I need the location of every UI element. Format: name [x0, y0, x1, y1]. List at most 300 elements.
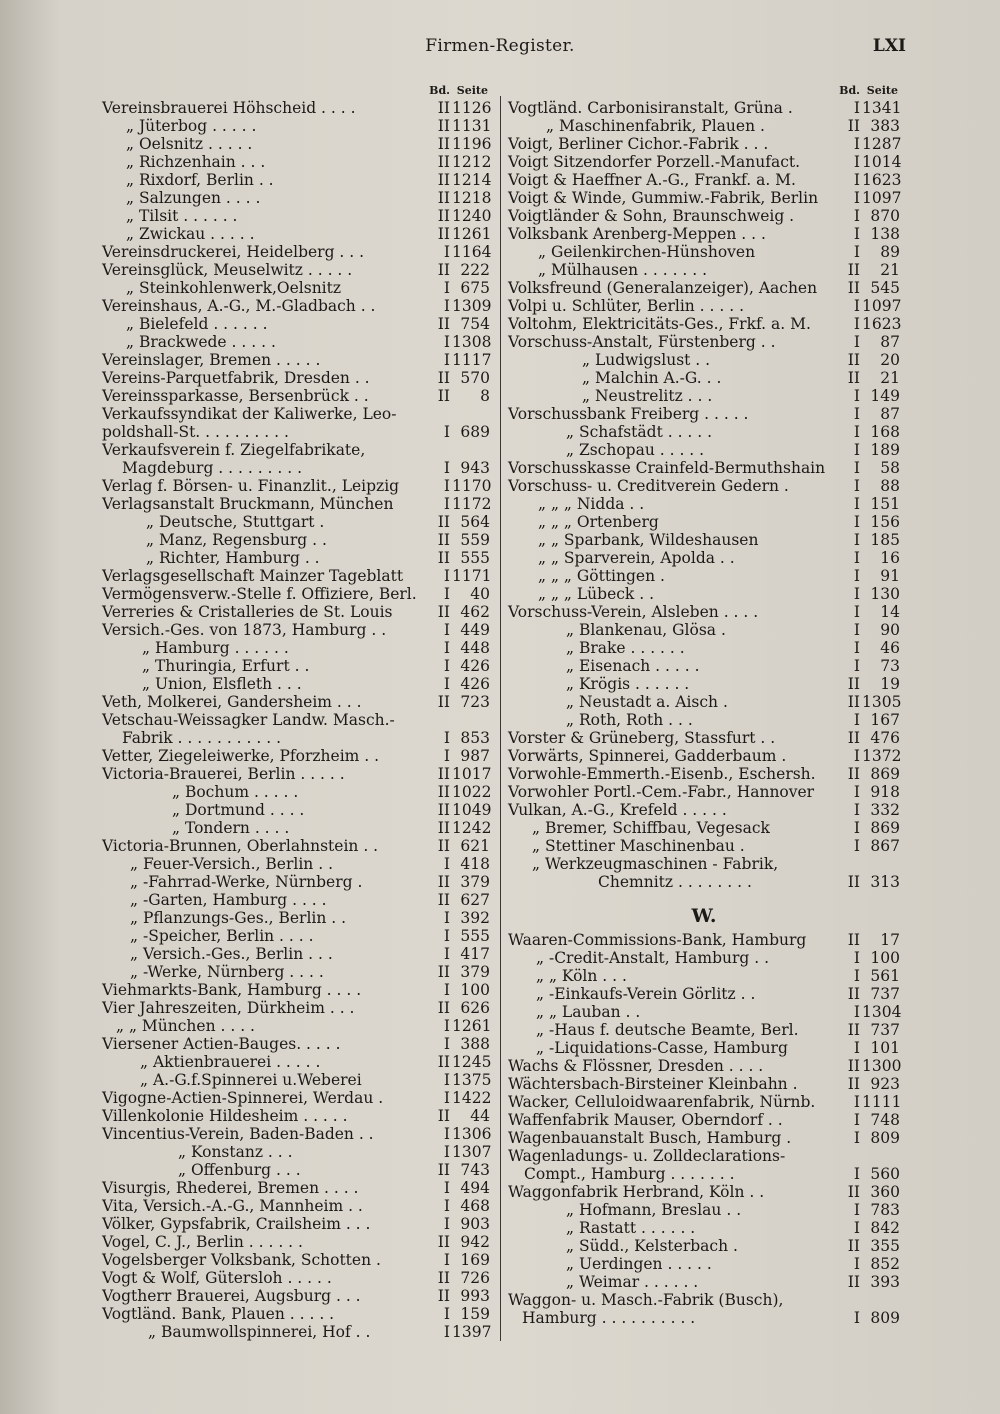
register-entry — [508, 1273, 900, 1291]
register-entry — [508, 315, 900, 333]
entry-name: Volksfreund (Generalanzeiger), Aachen — [508, 279, 818, 297]
register-entry — [508, 135, 900, 153]
entry-volume: I — [853, 603, 860, 621]
register-entry — [508, 657, 900, 675]
entry-name: Victoria-Brauerei, Berlin . . . . . — [102, 765, 345, 783]
entry-volume: I — [853, 783, 860, 801]
entry-name: Veth, Molkerei, Gandersheim . . . — [102, 693, 362, 711]
entry-page: 737 — [870, 985, 900, 1003]
entry-name: Vereinsdruckerei, Heidelberg . . . — [102, 243, 365, 261]
entry-name: „ Tondern . . . . — [172, 819, 290, 837]
entry-name: Voigt Sitzendorfer Porzell.-Manufact. — [508, 153, 801, 171]
register-entry — [508, 1147, 900, 1165]
entry-name: Vetschau-Weissagker Landw. Masch.- — [102, 711, 395, 729]
register-entry — [508, 1183, 900, 1201]
register-entry — [508, 1309, 900, 1327]
register-entry — [102, 1107, 490, 1125]
entry-page: 1261 — [452, 225, 492, 243]
entry-page: 726 — [460, 1269, 490, 1287]
entry-name: „ Stettiner Maschinenbau . — [532, 837, 745, 855]
entry-volume: I — [443, 351, 450, 369]
register-entry — [102, 135, 490, 153]
entry-page: 379 — [460, 963, 490, 981]
register-entry — [102, 657, 490, 675]
entry-page: 852 — [870, 1255, 900, 1273]
entry-volume: I — [443, 729, 450, 747]
register-entry — [102, 837, 490, 855]
entry-page: 1623 — [862, 171, 902, 189]
register-entry — [102, 423, 490, 441]
entry-volume: II — [847, 985, 860, 1003]
entry-name: Verkaufsverein f. Ziegelfabrikate, — [102, 441, 366, 459]
register-entry — [508, 1021, 900, 1039]
entry-name: Vereinssparkasse, Bersenbrück . . — [102, 387, 369, 405]
entry-page: 21 — [880, 369, 900, 387]
register-entry — [102, 333, 490, 351]
entry-name: Wachs & Flössner, Dresden . . . . — [508, 1057, 764, 1075]
entry-name: „ „ „ Ortenberg — [538, 513, 659, 531]
entry-volume: I — [853, 639, 860, 657]
entry-volume: II — [847, 675, 860, 693]
entry-volume: I — [443, 675, 450, 693]
register-entry — [508, 967, 900, 985]
entry-page: 1305 — [862, 693, 902, 711]
entry-name: Vorwärts, Spinnerei, Gadderbaum . — [508, 747, 787, 765]
entry-name: „ -Liquidations-Casse, Hamburg — [536, 1039, 788, 1057]
register-entry — [508, 1201, 900, 1219]
entry-name: Vogelsberger Volksbank, Schotten . — [102, 1251, 381, 1269]
entry-volume: I — [443, 909, 450, 927]
entry-name: „ Aktienbrauerei . . . . . — [140, 1053, 321, 1071]
entry-name: „ Offenburg . . . — [178, 1161, 301, 1179]
entry-page: 559 — [460, 531, 490, 549]
register-entry — [102, 369, 490, 387]
entry-page: 1212 — [452, 153, 492, 171]
entry-volume: II — [437, 1233, 450, 1251]
entry-page: 1022 — [452, 783, 492, 801]
register-entry — [508, 369, 900, 387]
entry-name: „ Konstanz . . . — [178, 1143, 293, 1161]
register-entry — [508, 855, 900, 873]
entry-volume: II — [847, 1021, 860, 1039]
entry-page: 564 — [460, 513, 490, 531]
register-entry — [508, 1165, 900, 1183]
register-entry — [508, 531, 900, 549]
entry-volume: II — [847, 1057, 860, 1075]
entry-name: Verlagsanstalt Bruckmann, München — [102, 495, 394, 513]
entry-volume: I — [443, 333, 450, 351]
entry-name: Wagenbauanstalt Busch, Hamburg . — [508, 1129, 792, 1147]
entry-volume: I — [853, 423, 860, 441]
entry-page: 1242 — [452, 819, 492, 837]
register-entry — [508, 837, 900, 855]
entry-volume: II — [437, 225, 450, 243]
entry-name: „ Hamburg . . . . . . — [142, 639, 289, 657]
entry-name: „ Krögis . . . . . . — [566, 675, 690, 693]
register-entry — [508, 675, 900, 693]
entry-name: Vorschusskasse Crainfeld-Bermuthshain — [508, 459, 826, 477]
entry-name: „ -Fahrrad-Werke, Nürnberg . — [130, 873, 363, 891]
register-entry — [102, 351, 490, 369]
entry-page: 138 — [870, 225, 900, 243]
entry-name: „ -Speicher, Berlin . . . . — [130, 927, 314, 945]
entry-volume: I — [853, 837, 860, 855]
entry-name: Vorwohler Portl.-Cem.-Fabr., Hannover — [508, 783, 815, 801]
entry-name: „ „ „ Göttingen . — [538, 567, 665, 585]
entry-volume: I — [853, 819, 860, 837]
register-entry — [508, 351, 900, 369]
entry-name: „ „ „ Lübeck . . — [538, 585, 655, 603]
entry-name: Vorschuss-Verein, Alsleben . . . . — [508, 603, 759, 621]
register-entry — [102, 999, 490, 1017]
entry-volume: I — [853, 387, 860, 405]
entry-page: 1375 — [452, 1071, 492, 1089]
register-entry — [102, 1251, 490, 1269]
entry-name: „ Eisenach . . . . . — [566, 657, 700, 675]
entry-page: 40 — [470, 585, 490, 603]
register-entry — [508, 189, 900, 207]
entry-name: „ „ Sparverein, Apolda . . — [538, 549, 735, 567]
entry-volume: I — [443, 1071, 450, 1089]
entry-name: „ Tilsit . . . . . . — [126, 207, 238, 225]
entry-volume: I — [443, 855, 450, 873]
entry-volume: II — [437, 1053, 450, 1071]
register-entry — [508, 513, 900, 531]
register-entry — [102, 711, 490, 729]
entry-page: 809 — [870, 1129, 900, 1147]
entry-name: Verkaufssyndikat der Kaliwerke, Leo- — [102, 405, 397, 423]
entry-name: Voigtländer & Sohn, Braunschweig . — [508, 207, 795, 225]
entry-volume: I — [853, 153, 860, 171]
entry-page: 1309 — [452, 297, 492, 315]
entry-page: 360 — [870, 1183, 900, 1201]
entry-volume: I — [853, 1255, 860, 1273]
entry-page: 943 — [460, 459, 490, 477]
entry-page: 1308 — [452, 333, 492, 351]
register-entry — [102, 1323, 490, 1341]
entry-volume: II — [437, 315, 450, 333]
entry-page: 737 — [870, 1021, 900, 1039]
entry-page: 1307 — [452, 1143, 492, 1161]
entry-name: „ Bielefeld . . . . . . — [126, 315, 268, 333]
entry-page: 723 — [460, 693, 490, 711]
entry-name: „ Geilenkirchen-Hünshoven — [538, 243, 756, 261]
entry-page: 16 — [880, 549, 900, 567]
entry-name: Chemnitz . . . . . . . . — [598, 873, 752, 891]
entry-volume: II — [437, 99, 450, 117]
entry-page: 417 — [460, 945, 490, 963]
entry-name: „ Deutsche, Stuttgart . — [146, 513, 325, 531]
entry-list — [508, 99, 900, 1327]
entry-page: 1171 — [452, 567, 492, 585]
register-entry — [102, 783, 490, 801]
entry-name: Vereinsglück, Meuselwitz . . . . . — [102, 261, 353, 279]
entry-name: „ Rixdorf, Berlin . . — [126, 171, 274, 189]
entry-volume: I — [853, 1309, 860, 1327]
entry-volume: I — [443, 927, 450, 945]
entry-volume: I — [853, 657, 860, 675]
entry-page: 1097 — [862, 297, 902, 315]
register-entry — [102, 243, 490, 261]
entry-page: 842 — [870, 1219, 900, 1237]
entry-name: „ Jüterbog . . . . . — [126, 117, 257, 135]
register-entry — [508, 1255, 900, 1273]
entry-name: „ Neustrelitz . . . — [582, 387, 713, 405]
entry-page: 462 — [460, 603, 490, 621]
entry-page: 1261 — [452, 1017, 492, 1035]
page-header: Seite — [456, 84, 488, 97]
entry-volume: I — [443, 1179, 450, 1197]
entry-volume: I — [853, 171, 860, 189]
entry-name: Compt., Hamburg . . . . . . . — [524, 1165, 735, 1183]
register-entry — [102, 693, 490, 711]
entry-page: 17 — [880, 931, 900, 949]
entry-name: „ A.-G.f.Spinnerei u.Weberei — [140, 1071, 362, 1089]
entry-page: 1306 — [452, 1125, 492, 1143]
entry-volume: II — [437, 135, 450, 153]
entry-name: Waggon- u. Masch.-Fabrik (Busch), — [508, 1291, 784, 1309]
register-entry — [508, 423, 900, 441]
entry-name: Vereinshaus, A.-G., M.-Gladbach . . — [102, 297, 376, 315]
entry-name: „ Pflanzungs-Ges., Berlin . . — [130, 909, 347, 927]
register-entry — [508, 585, 900, 603]
entry-name: „ Union, Elsfleth . . . — [142, 675, 302, 693]
entry-name: Vogel, C. J., Berlin . . . . . . — [102, 1233, 303, 1251]
entry-page: 383 — [870, 117, 900, 135]
register-entry — [102, 945, 490, 963]
register-entry — [102, 1143, 490, 1161]
entry-volume: II — [847, 1237, 860, 1255]
entry-name: „ Neustadt a. Aisch . — [566, 693, 728, 711]
entry-volume: I — [853, 1111, 860, 1129]
register-entry — [102, 891, 490, 909]
register-entry — [508, 747, 900, 765]
register-entry — [102, 1179, 490, 1197]
register-entry — [508, 603, 900, 621]
entry-volume: II — [847, 931, 860, 949]
entry-name: „ Steinkohlenwerk,Oelsnitz — [126, 279, 342, 297]
entry-page: 476 — [870, 729, 900, 747]
register-entry — [102, 801, 490, 819]
entry-volume: I — [443, 1305, 450, 1323]
entry-page: 156 — [870, 513, 900, 531]
entry-page: 332 — [870, 801, 900, 819]
entry-name: „ Südd., Kelsterbach . — [566, 1237, 738, 1255]
entry-page: 867 — [870, 837, 900, 855]
entry-volume: II — [437, 693, 450, 711]
entry-page: 448 — [460, 639, 490, 657]
entry-name: Vulkan, A.-G., Krefeld . . . . . — [508, 801, 727, 819]
entry-name: Magdeburg . . . . . . . . . — [122, 459, 303, 477]
entry-name: „ -Haus f. deutsche Beamte, Berl. — [536, 1021, 799, 1039]
register-entry — [508, 801, 900, 819]
entry-volume: II — [437, 117, 450, 135]
entry-page: 1240 — [452, 207, 492, 225]
entry-page: 853 — [460, 729, 490, 747]
entry-page: 748 — [870, 1111, 900, 1129]
entry-page: 918 — [870, 783, 900, 801]
entry-name: „ Uerdingen . . . . . — [566, 1255, 712, 1273]
entry-name: „ Bochum . . . . . — [172, 783, 299, 801]
register-entry — [102, 747, 490, 765]
entry-volume: I — [443, 657, 450, 675]
entry-volume: I — [853, 405, 860, 423]
entry-name: Vogtherr Brauerei, Augsburg . . . — [102, 1287, 361, 1305]
entry-page: 555 — [460, 549, 490, 567]
entry-page: 754 — [460, 315, 490, 333]
entry-page: 1170 — [452, 477, 492, 495]
register-entry — [102, 1125, 490, 1143]
entry-volume: I — [853, 207, 860, 225]
entry-page: 1111 — [862, 1093, 902, 1111]
entry-name: „ Manz, Regensburg . . — [146, 531, 327, 549]
entry-name: Vorwohle-Emmerth.-Eisenb., Eschersh. — [508, 765, 816, 783]
entry-name: Verlag f. Börsen- u. Finanzlit., Leipzig — [102, 477, 400, 495]
register-entry — [102, 585, 490, 603]
register-entry — [102, 1161, 490, 1179]
entry-page: 169 — [460, 1251, 490, 1269]
entry-volume: I — [443, 1251, 450, 1269]
entry-name: „ -Garten, Hamburg . . . . — [130, 891, 327, 909]
entry-name: Verlagsgesellschaft Mainzer Tageblatt — [102, 567, 404, 585]
entry-page: 1172 — [452, 495, 492, 513]
entry-name: Vogtländ. Bank, Plauen . . . . . — [102, 1305, 335, 1323]
entry-name: „ Hofmann, Breslau . . — [566, 1201, 742, 1219]
entry-volume: II — [437, 963, 450, 981]
entry-name: Waaren-Commissions-Bank, Hamburg — [508, 931, 807, 949]
entry-page: 393 — [870, 1273, 900, 1291]
register-entry — [102, 549, 490, 567]
register-entry — [508, 765, 900, 783]
entry-name: „ „ Lauban . . — [536, 1003, 641, 1021]
register-entry — [508, 1093, 900, 1111]
entry-volume: I — [443, 621, 450, 639]
entry-volume: I — [443, 639, 450, 657]
entry-volume: II — [437, 171, 450, 189]
volume-header: Bd. — [429, 84, 450, 97]
entry-volume: I — [443, 297, 450, 315]
register-entry — [102, 405, 490, 423]
entry-page: 418 — [460, 855, 490, 873]
entry-volume: II — [847, 369, 860, 387]
entry-name: Vermögensverw.-Stelle f. Offiziere, Berl. — [102, 585, 417, 603]
entry-name: „ „ Sparbank, Wildeshausen — [538, 531, 759, 549]
entry-page: 222 — [460, 261, 490, 279]
entry-volume: II — [437, 531, 450, 549]
register-entry — [102, 855, 490, 873]
register-entry — [508, 459, 900, 477]
register-entry — [102, 1305, 490, 1323]
entry-name: „ Versich.-Ges., Berlin . . . — [130, 945, 333, 963]
entry-name: „ „ „ Nidda . . — [538, 495, 645, 513]
register-entry — [508, 567, 900, 585]
entry-volume: II — [437, 513, 450, 531]
entry-volume: I — [853, 441, 860, 459]
entry-volume: I — [443, 1143, 450, 1161]
left-column — [102, 82, 490, 1341]
entry-volume: II — [847, 1273, 860, 1291]
entry-page: 560 — [870, 1165, 900, 1183]
register-entry — [508, 1129, 900, 1147]
entry-page: 44 — [470, 1107, 490, 1125]
entry-page: 21 — [880, 261, 900, 279]
entry-name: „ Feuer-Versich., Berlin . . — [130, 855, 333, 873]
register-entry — [102, 1017, 490, 1035]
entry-page: 87 — [880, 405, 900, 423]
entry-volume: II — [847, 117, 860, 135]
entry-volume: I — [853, 513, 860, 531]
entry-list — [102, 99, 490, 1341]
entry-volume: II — [847, 279, 860, 297]
entry-name: Vereinsbrauerei Höhscheid . . . . — [102, 99, 356, 117]
entry-name: „ Brake . . . . . . — [566, 639, 685, 657]
page-title: Firmen-Register. — [425, 36, 575, 56]
entry-name: Voltohm, Elektricitäts-Ges., Frkf. a. M. — [508, 315, 811, 333]
register-entry — [102, 1287, 490, 1305]
entry-volume: II — [847, 1075, 860, 1093]
entry-page: 1341 — [862, 99, 902, 117]
register-entry — [102, 873, 490, 891]
entry-volume: II — [437, 1287, 450, 1305]
entry-volume: I — [443, 1035, 450, 1053]
register-entry — [508, 729, 900, 747]
entry-page: 561 — [870, 967, 900, 985]
entry-volume: I — [853, 949, 860, 967]
register-entry — [102, 495, 490, 513]
entry-volume: I — [853, 967, 860, 985]
register-entry — [102, 189, 490, 207]
entry-page: 1623 — [862, 315, 902, 333]
entry-name: „ Malchin A.-G. . . — [582, 369, 722, 387]
entry-volume: I — [853, 567, 860, 585]
entry-volume: II — [437, 603, 450, 621]
entry-name: Victoria-Brunnen, Oberlahnstein . . — [102, 837, 379, 855]
entry-page: 675 — [460, 279, 490, 297]
entry-name: „ Mülhausen . . . . . . . — [538, 261, 708, 279]
entry-name: „ Oelsnitz . . . . . — [126, 135, 253, 153]
entry-volume: II — [847, 729, 860, 747]
entry-page: 1097 — [862, 189, 902, 207]
entry-volume: II — [437, 1161, 450, 1179]
register-entry — [102, 99, 490, 117]
register-entry — [102, 279, 490, 297]
entry-page: 993 — [460, 1287, 490, 1305]
entry-volume: I — [853, 225, 860, 243]
entry-page: 426 — [460, 657, 490, 675]
entry-volume: I — [443, 1125, 450, 1143]
entry-page: 468 — [460, 1197, 490, 1215]
entry-page: 20 — [880, 351, 900, 369]
entry-name: „ Zschopau . . . . . — [566, 441, 705, 459]
entry-page: 1372 — [862, 747, 902, 765]
entry-page: 1014 — [862, 153, 902, 171]
entry-page: 689 — [460, 423, 490, 441]
entry-page: 1049 — [452, 801, 492, 819]
entry-page: 1164 — [452, 243, 492, 261]
entry-name: Vorschuss- u. Creditverein Gedern . — [508, 477, 789, 495]
entry-volume: II — [437, 369, 450, 387]
entry-page: 1126 — [452, 99, 492, 117]
entry-page: 392 — [460, 909, 490, 927]
register-entry — [508, 1003, 900, 1021]
entry-name: Vorster & Grüneberg, Stassfurt . . — [508, 729, 776, 747]
register-entry — [508, 985, 900, 1003]
entry-volume: I — [853, 1165, 860, 1183]
entry-page: 130 — [870, 585, 900, 603]
entry-volume: II — [437, 549, 450, 567]
entry-volume: I — [853, 1003, 860, 1021]
entry-page: 449 — [460, 621, 490, 639]
